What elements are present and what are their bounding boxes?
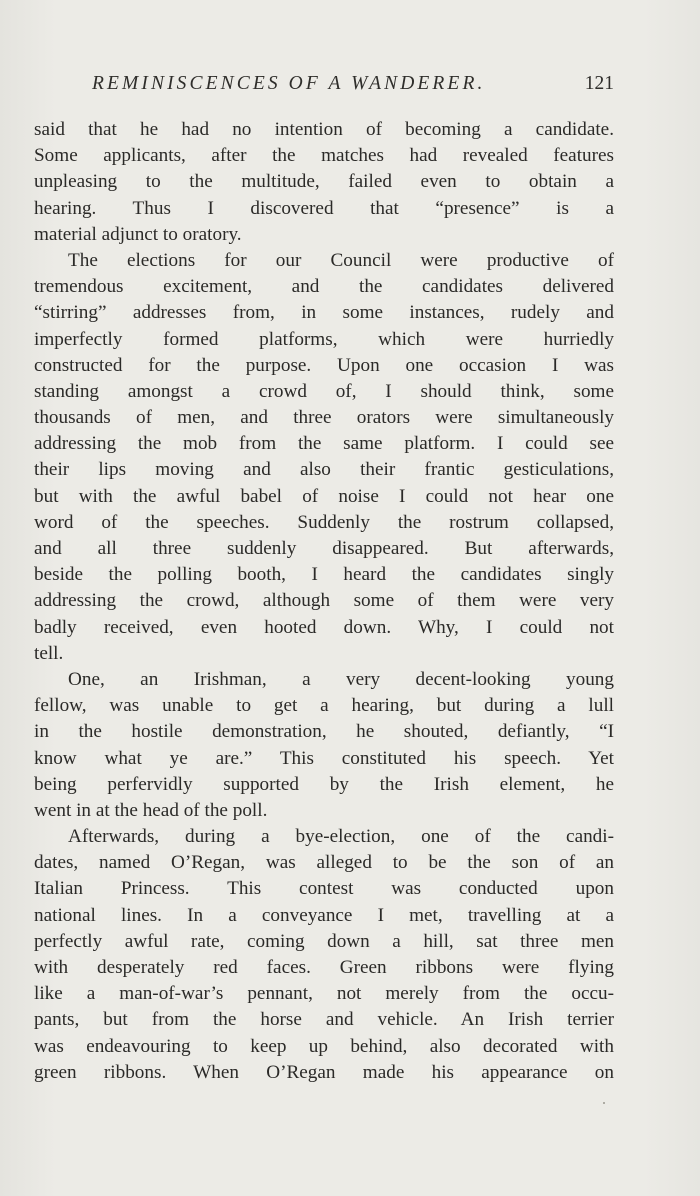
page-header [34, 73, 614, 103]
text-line: fellow, was unable to get a hearing, but during a lull [34, 695, 614, 717]
page-number: 121 [584, 73, 614, 94]
text-line: standing amongst a crowd of, I should think, some [34, 380, 614, 402]
text-line: Afterwards, during a bye-election, one of the candi- [68, 826, 614, 848]
text-line: know what ye are.” This constituted his speech. Yet [34, 747, 614, 769]
text-line: green ribbons. When O’Regan made his appearance on [34, 1061, 614, 1083]
text-line: beside the polling booth, I heard the candidates singly [34, 564, 614, 586]
text-line: Italian Princess. This contest was conducted upon [34, 878, 614, 900]
text-line: said that he had no intention of becoming a candidate. [34, 119, 614, 140]
text-line: pants, but from the horse and vehicle. An Irish terrier [34, 1009, 614, 1031]
text-line: material adjunct to oratory. [34, 223, 242, 245]
text-line: addressing the mob from the same platform. I could see [34, 433, 614, 455]
text-line: Some applicants, after the matches had revealed features [34, 145, 614, 167]
text-line: their lips moving and also their frantic gesticulations, [34, 459, 614, 481]
text-line: badly received, even hooted down. Why, I could not [34, 616, 614, 638]
body-text [34, 117, 614, 1086]
text-line: in the hostile demonstration, he shouted, defiantly, “I [34, 721, 614, 743]
text-line: constructed for the purpose. Upon one occasion I was [34, 354, 614, 376]
text-line: but with the awful babel of noise I could not hear one [34, 485, 614, 507]
text-line: addressing the crowd, although some of them were very [34, 590, 614, 612]
running-title: REMINISCENCES OF A WANDERER. [92, 73, 486, 94]
text-line: and all three suddenly disappeared. But afterwards, [34, 538, 614, 559]
text-line: being perfervidly supported by the Irish element, he [34, 773, 614, 795]
text-line: with desperately red faces. Green ribbons were flying [34, 957, 614, 978]
text-line: unpleasing to the multitude, failed even to obtain a [34, 171, 614, 193]
text-line: perfectly awful rate, coming down a hill, sat three men [34, 930, 614, 952]
text-line: like a man-of-war’s pennant, not merely from the occu- [34, 983, 614, 1005]
paper-speck [603, 1102, 605, 1104]
text-line: dates, named O’Regan, was alleged to be the son of an [34, 852, 614, 874]
text-line: thousands of men, and three orators were simultaneously [34, 407, 614, 429]
text-line: tremendous excitement, and the candidates delivered [34, 276, 614, 298]
text-line: was endeavouring to keep up behind, also decorated with [34, 1035, 614, 1057]
text-line: The elections for our Council were productive of [68, 249, 614, 271]
text-line: national lines. In a conveyance I met, travelling at a [34, 904, 614, 926]
text-line: hearing. Thus I discovered that “presence” is a [34, 197, 614, 219]
text-line: word of the speeches. Suddenly the rostrum collapsed, [34, 511, 614, 533]
text-line: “stirring” addresses from, in some instances, rudely and [34, 302, 614, 324]
text-line: imperfectly formed platforms, which were hurriedly [34, 328, 614, 350]
text-line: tell. [34, 642, 64, 664]
text-line: went in at the head of the poll. [34, 799, 268, 821]
text-line: One, an Irishman, a very decent-looking young [68, 668, 614, 690]
